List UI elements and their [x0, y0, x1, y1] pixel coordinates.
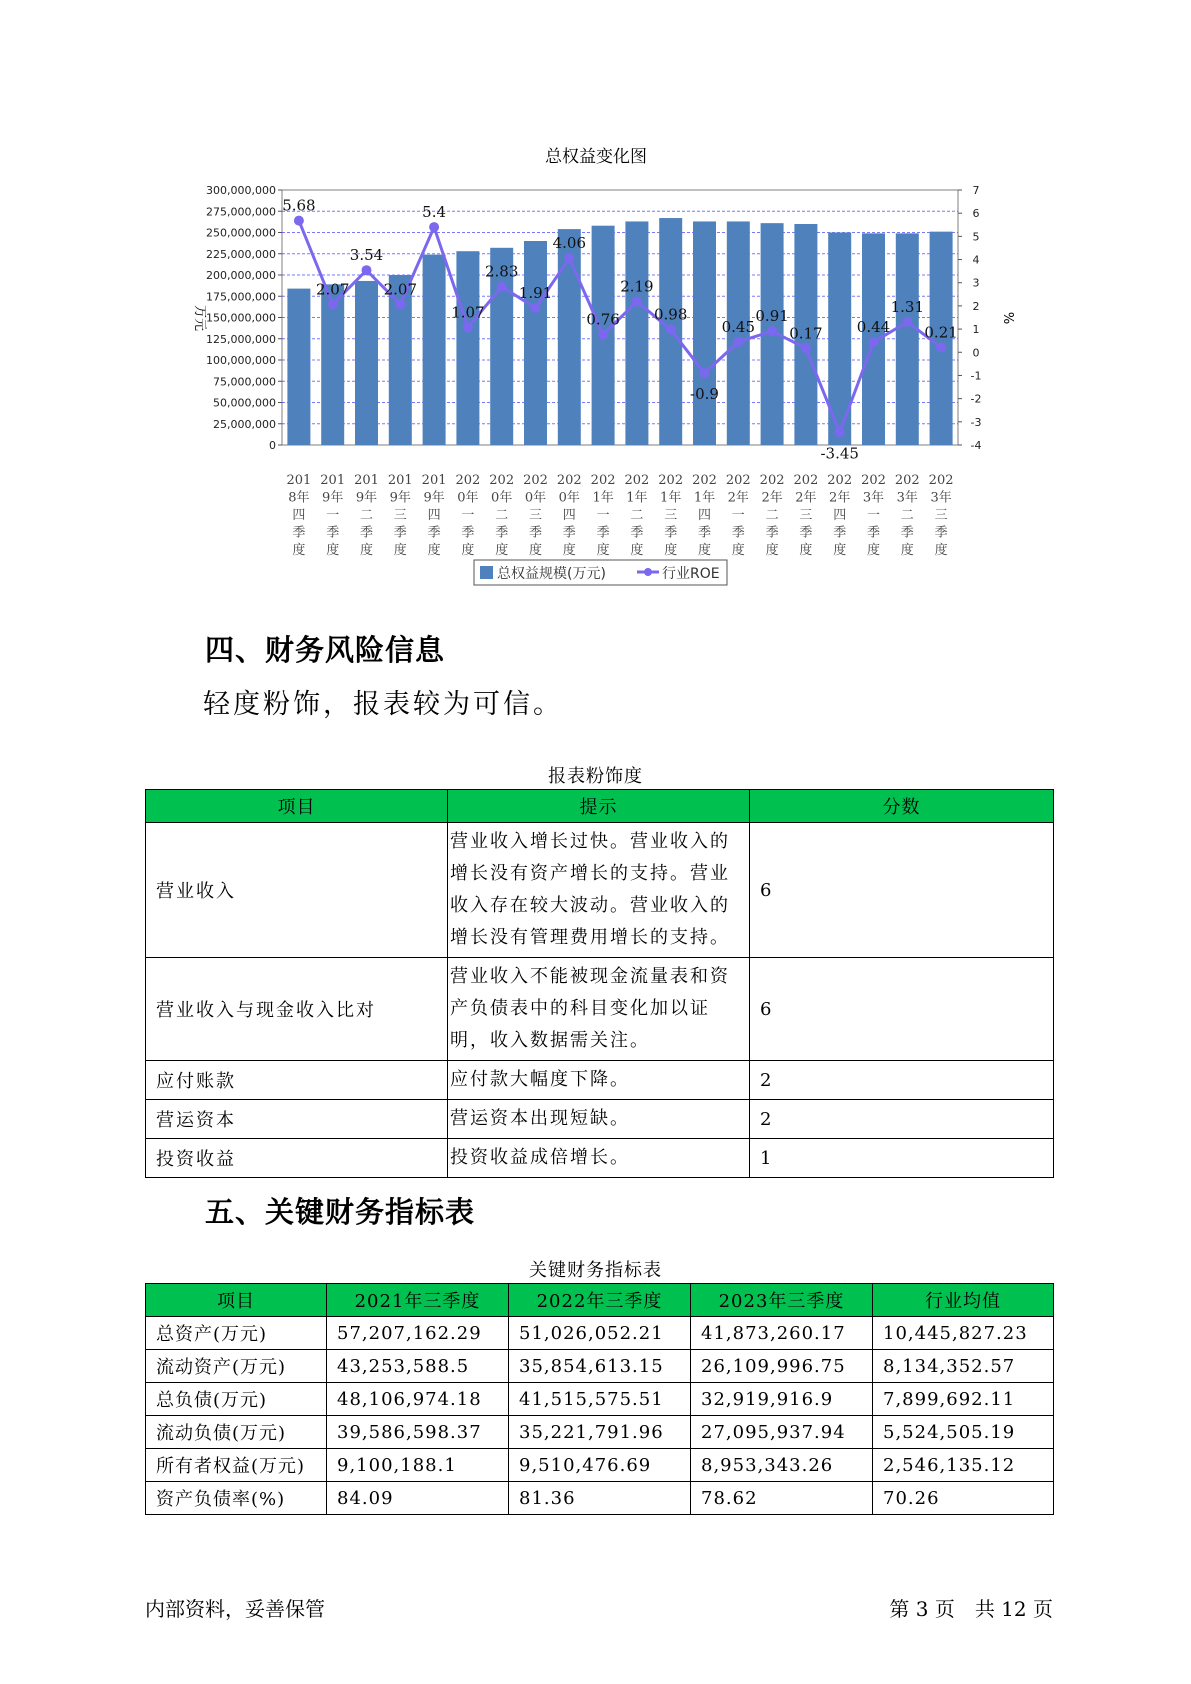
equity-chart — [0, 0, 1191, 600]
roe-point — [700, 368, 710, 378]
right-tick-label: 6 — [972, 207, 980, 221]
chart-title: 总权益变化图 — [545, 147, 647, 167]
roe-point — [328, 299, 338, 309]
category-label: 四 — [697, 508, 712, 523]
table-row — [146, 1061, 1054, 1100]
category-label: 9年 — [322, 490, 344, 506]
cell-2021q3: 84.09 — [327, 1482, 509, 1515]
category-label: 一 — [461, 508, 475, 523]
legend-bar-swatch — [480, 566, 493, 579]
category-label: 四 — [833, 508, 847, 523]
bar — [287, 289, 310, 445]
cell-2023q3: 41,873,260.17 — [691, 1317, 873, 1350]
section4-table-caption: 报表粉饰度 — [548, 766, 643, 787]
row-score: 6 — [750, 958, 1054, 1061]
roe-point — [666, 325, 676, 335]
category-labels — [286, 473, 953, 558]
roe-point — [767, 326, 777, 336]
left-tick-label: 75,000,000 — [213, 375, 276, 389]
col-header-score: 分数 — [750, 790, 1054, 823]
category-label: 9年 — [355, 490, 378, 506]
cell-2021q3: 9,100,188.1 — [327, 1449, 509, 1482]
category-label: 度 — [765, 543, 779, 558]
col-header-item: 项目 — [146, 790, 448, 823]
roe-data-label: 1.07 — [451, 303, 485, 322]
roe-point — [395, 299, 405, 309]
roe-point — [294, 216, 304, 226]
cell-2023q3: 78.62 — [691, 1482, 873, 1515]
cell-industry-avg: 5,524,505.19 — [873, 1416, 1054, 1449]
key-indicators-table — [145, 1283, 1054, 1515]
row-hint: 投资收益成倍增长。 — [448, 1139, 750, 1178]
category-label: 季 — [393, 525, 407, 541]
category-label: 202 — [827, 473, 853, 488]
right-tick-label: -4 — [970, 439, 982, 452]
cell-2021q3: 43,253,588.5 — [327, 1350, 509, 1383]
right-tick-label: 1 — [972, 323, 980, 337]
cell-2021q3: 57,207,162.29 — [327, 1317, 509, 1350]
category-label: 季 — [697, 525, 712, 541]
roe-point — [869, 337, 879, 347]
roe-point — [733, 337, 743, 347]
cell-2022q3: 9,510,476.69 — [509, 1449, 691, 1482]
roe-data-label: -0.9 — [690, 385, 719, 404]
category-label: 0年 — [457, 490, 479, 506]
category-label: 201 — [421, 473, 447, 488]
category-label: 度 — [731, 543, 745, 558]
bar-series — [287, 218, 952, 445]
category-label: 202 — [725, 473, 751, 488]
category-label: 9年 — [389, 490, 411, 506]
roe-data-label: 2.83 — [484, 262, 519, 281]
col-header-2022q3: 2022年三季度 — [509, 1284, 691, 1317]
category-label: 度 — [596, 543, 610, 558]
left-tick-label: 225,000,000 — [206, 247, 276, 261]
roe-data-label: 0.45 — [721, 317, 756, 336]
category-label: 度 — [833, 543, 847, 558]
left-tick-label: 100,000,000 — [206, 354, 276, 367]
right-axis — [958, 184, 981, 452]
category-label: 季 — [664, 525, 678, 541]
category-label: 0年 — [524, 490, 547, 506]
roe-data-label: 4.06 — [552, 234, 587, 253]
table-row — [146, 823, 1054, 958]
roe-point — [598, 330, 608, 340]
cell-2023q3: 32,919,916.9 — [691, 1383, 873, 1416]
roe-data-label: 0.44 — [856, 318, 891, 337]
category-label: 8年 — [288, 490, 310, 506]
category-label: 1年 — [693, 490, 716, 506]
cell-2022q3: 35,221,791.96 — [509, 1416, 691, 1449]
category-label: 度 — [393, 543, 407, 558]
category-label: 一 — [866, 508, 881, 523]
category-label: 季 — [596, 525, 610, 541]
category-label: 201 — [320, 473, 346, 488]
whitewash-table — [145, 789, 1054, 1178]
bar — [693, 221, 716, 445]
category-label: 季 — [934, 525, 948, 541]
left-axis — [206, 184, 282, 452]
left-tick-label: 150,000,000 — [206, 311, 276, 325]
category-label: 201 — [286, 473, 312, 488]
category-label: 一 — [731, 508, 745, 523]
category-label: 度 — [427, 543, 441, 558]
category-label: 季 — [765, 525, 779, 541]
roe-point — [564, 253, 574, 263]
table-row — [146, 1383, 1054, 1416]
cell-2021q3: 39,586,598.37 — [327, 1416, 509, 1449]
table-row — [146, 1317, 1054, 1350]
category-label: 2年 — [795, 490, 817, 506]
category-label: 1年 — [592, 490, 614, 506]
row-item: 所有者权益(万元) — [146, 1449, 327, 1482]
category-label: 度 — [326, 543, 340, 558]
category-label: 202 — [556, 473, 582, 488]
row-item: 流动负债(万元) — [146, 1416, 327, 1449]
section5-table-caption: 关键财务指标表 — [529, 1260, 662, 1281]
right-tick-label: 0 — [972, 346, 980, 360]
category-label: 0年 — [491, 490, 513, 506]
cell-2021q3: 48,106,974.18 — [327, 1383, 509, 1416]
category-label: 202 — [489, 473, 515, 488]
category-label: 1年 — [660, 490, 682, 506]
category-label: 四 — [292, 508, 306, 523]
row-item: 应付账款 — [146, 1061, 448, 1100]
left-tick-label: 250,000,000 — [206, 226, 276, 240]
legend-line-label: 行业ROE — [662, 566, 720, 582]
row-score: 2 — [750, 1061, 1054, 1100]
row-item: 总资产(万元) — [146, 1317, 327, 1350]
bar — [456, 251, 479, 445]
row-score: 1 — [750, 1139, 1054, 1178]
category-label: 季 — [427, 525, 441, 541]
category-label: 202 — [658, 473, 684, 488]
roe-data-label: 5.4 — [422, 203, 447, 222]
left-tick-label: 200,000,000 — [206, 269, 276, 282]
cell-industry-avg: 70.26 — [873, 1482, 1054, 1515]
category-label: 度 — [934, 543, 948, 558]
category-label: 季 — [528, 525, 543, 541]
row-score: 2 — [750, 1100, 1054, 1139]
category-label: 三 — [934, 508, 948, 523]
row-item: 营业收入与现金收入比对 — [146, 958, 448, 1061]
category-label: 度 — [292, 543, 306, 558]
roe-point — [463, 322, 473, 332]
category-label: 202 — [861, 473, 886, 488]
roe-data-label: 0.21 — [924, 323, 958, 342]
cell-2023q3: 26,109,996.75 — [691, 1350, 873, 1383]
col-header-2023q3: 2023年三季度 — [691, 1284, 873, 1317]
roe-data-label: 0.91 — [755, 307, 789, 326]
category-label: 度 — [359, 543, 374, 558]
left-tick-label: 50,000,000 — [213, 396, 276, 410]
cell-2023q3: 8,953,343.26 — [691, 1449, 873, 1482]
row-item: 流动资产(万元) — [146, 1350, 327, 1383]
category-label: 季 — [900, 525, 914, 541]
row-hint: 营运资本出现短缺。 — [448, 1100, 750, 1139]
cell-industry-avg: 7,899,692.11 — [873, 1383, 1054, 1416]
category-label: 季 — [292, 525, 306, 541]
col-header-item: 项目 — [146, 1284, 327, 1317]
category-label: 3年 — [896, 490, 918, 506]
legend-line-marker — [644, 568, 652, 576]
cell-industry-avg: 2,546,135.12 — [873, 1449, 1054, 1482]
bar — [625, 221, 648, 445]
row-hint: 应付款大幅度下降。 — [448, 1061, 750, 1100]
cell-2023q3: 27,095,937.94 — [691, 1416, 873, 1449]
category-label: 季 — [630, 525, 644, 541]
category-label: 季 — [562, 525, 576, 541]
category-label: 四 — [562, 508, 576, 523]
y-axis-right-label: % — [1000, 311, 1015, 325]
category-label: 三 — [528, 508, 543, 523]
cell-industry-avg: 10,445,827.23 — [873, 1317, 1054, 1350]
category-label: 度 — [461, 543, 475, 558]
right-tick-label: -1 — [970, 369, 982, 383]
table-row — [146, 958, 1054, 1061]
category-label: 度 — [495, 543, 509, 558]
row-item: 投资收益 — [146, 1139, 448, 1178]
row-item: 总负债(万元) — [146, 1383, 327, 1416]
cell-industry-avg: 8,134,352.57 — [873, 1350, 1054, 1383]
category-label: 四 — [427, 508, 441, 523]
row-score: 6 — [750, 823, 1054, 958]
table-header-row — [146, 1284, 1054, 1317]
category-label: 202 — [590, 473, 616, 488]
category-label: 度 — [866, 543, 881, 558]
table-row — [146, 1139, 1054, 1178]
roe-point — [531, 303, 541, 313]
category-label: 季 — [799, 525, 813, 541]
right-tick-label: 3 — [972, 276, 980, 290]
roe-data-label: 5.68 — [282, 196, 316, 215]
category-label: 201 — [354, 473, 379, 488]
roe-point — [902, 317, 912, 327]
roe-point — [632, 297, 642, 307]
chart-legend — [474, 560, 727, 585]
category-label: 季 — [495, 525, 509, 541]
roe-data-label: 2.07 — [315, 280, 350, 299]
category-label: 三 — [664, 508, 678, 523]
legend-bar-label: 总权益规模(万元) — [497, 566, 606, 582]
category-label: 三 — [393, 508, 407, 523]
left-tick-label: 300,000,000 — [206, 184, 276, 197]
category-label: 季 — [326, 525, 340, 541]
category-label: 3年 — [862, 490, 885, 506]
y-axis-left-label: 万元 — [192, 304, 207, 332]
col-header-industry-avg: 行业均值 — [873, 1284, 1054, 1317]
cell-2022q3: 81.36 — [509, 1482, 691, 1515]
roe-data-label: 0.76 — [586, 310, 620, 329]
col-header-2021q3: 2021年三季度 — [327, 1284, 509, 1317]
section4-paragraph: 轻度粉饰，报表较为可信。 — [203, 689, 563, 720]
category-label: 度 — [799, 543, 813, 558]
category-label: 二 — [765, 508, 779, 523]
cell-2022q3: 41,515,575.51 — [509, 1383, 691, 1416]
table-row — [146, 1449, 1054, 1482]
category-label: 3年 — [930, 490, 952, 506]
category-label: 一 — [596, 508, 610, 523]
roe-point — [936, 342, 946, 352]
left-tick-label: 25,000,000 — [213, 417, 276, 431]
category-label: 2年 — [829, 490, 851, 506]
table-row — [146, 1100, 1054, 1139]
category-label: 度 — [697, 543, 712, 558]
table-row — [146, 1482, 1054, 1515]
roe-point — [801, 343, 811, 353]
roe-data-label: 0.17 — [789, 324, 823, 343]
roe-data-label: -3.45 — [820, 444, 859, 463]
category-label: 202 — [894, 473, 920, 488]
category-label: 度 — [630, 543, 644, 558]
right-tick-label: -3 — [970, 415, 982, 429]
category-label: 季 — [359, 525, 374, 541]
category-label: 1年 — [626, 490, 648, 506]
section5-heading: 五、关键财务指标表 — [205, 1195, 476, 1229]
row-item: 营运资本 — [146, 1100, 448, 1139]
roe-point — [429, 222, 439, 232]
roe-data-label: 2.19 — [620, 277, 654, 296]
roe-data-label: 1.31 — [890, 297, 925, 316]
category-label: 202 — [624, 473, 650, 488]
category-label: 202 — [523, 473, 548, 488]
category-label: 202 — [455, 473, 481, 488]
table-row — [146, 1350, 1054, 1383]
roe-point — [362, 265, 372, 275]
category-label: 二 — [359, 508, 374, 523]
cell-2022q3: 35,854,613.15 — [509, 1350, 691, 1383]
category-label: 202 — [692, 473, 717, 488]
row-item: 资产负债率(%) — [146, 1482, 327, 1515]
right-tick-label: 2 — [972, 299, 980, 313]
roe-line-series — [282, 197, 958, 463]
category-label: 三 — [799, 508, 813, 523]
row-hint: 营业收入不能被现金流量表和资产负债表中的科目变化加以证明，收入数据需关注。 — [448, 958, 750, 1061]
roe-point — [835, 427, 845, 437]
category-label: 度 — [562, 543, 576, 558]
category-label: 二 — [495, 508, 509, 523]
right-tick-label: -2 — [970, 392, 982, 406]
category-label: 二 — [630, 508, 644, 523]
category-label: 度 — [900, 543, 914, 558]
roe-data-label: 2.07 — [383, 280, 418, 299]
bar — [423, 255, 446, 445]
category-label: 度 — [664, 543, 678, 558]
bar — [355, 281, 378, 445]
category-label: 2年 — [761, 490, 783, 506]
footer-page-number: 第 3 页 共 12 页 — [889, 1597, 1053, 1621]
category-label: 二 — [900, 508, 914, 523]
left-tick-label: 0 — [269, 439, 276, 452]
category-label: 201 — [387, 473, 413, 488]
roe-point — [497, 282, 507, 292]
right-tick-label: 5 — [972, 230, 980, 244]
roe-data-label: 3.54 — [349, 246, 384, 265]
col-header-hint: 提示 — [448, 790, 750, 823]
left-tick-label: 125,000,000 — [206, 332, 276, 346]
table-header-row — [146, 790, 1054, 823]
row-hint: 营业收入增长过快。营业收入的增长没有资产增长的支持。营业收入存在较大波动。营业收入的增长没有管理费用增长的支持。 — [448, 823, 750, 958]
category-label: 度 — [528, 543, 543, 558]
category-label: 季 — [833, 525, 847, 541]
row-item: 营业收入 — [146, 823, 448, 958]
category-label: 202 — [928, 473, 954, 488]
cell-2022q3: 51,026,052.21 — [509, 1317, 691, 1350]
bar — [896, 233, 919, 445]
category-label: 9年 — [423, 490, 445, 506]
category-label: 2年 — [727, 490, 749, 506]
category-label: 季 — [866, 525, 881, 541]
section4-heading: 四、财务风险信息 — [205, 633, 446, 667]
right-tick-label: 7 — [972, 184, 980, 197]
category-label: 季 — [731, 525, 745, 541]
left-tick-label: 275,000,000 — [206, 205, 276, 219]
category-label: 0年 — [558, 490, 580, 506]
category-label: 一 — [326, 508, 340, 523]
right-tick-label: 4 — [972, 253, 980, 267]
left-tick-label: 175,000,000 — [206, 290, 276, 304]
roe-data-label: 0.98 — [653, 305, 688, 324]
category-label: 202 — [793, 473, 819, 488]
bar — [524, 241, 547, 445]
roe-data-label: 1.91 — [518, 283, 553, 302]
footer-left: 内部资料，妥善保管 — [145, 1597, 325, 1621]
category-label: 季 — [461, 525, 475, 541]
category-label: 202 — [759, 473, 785, 488]
table-row — [146, 1416, 1054, 1449]
